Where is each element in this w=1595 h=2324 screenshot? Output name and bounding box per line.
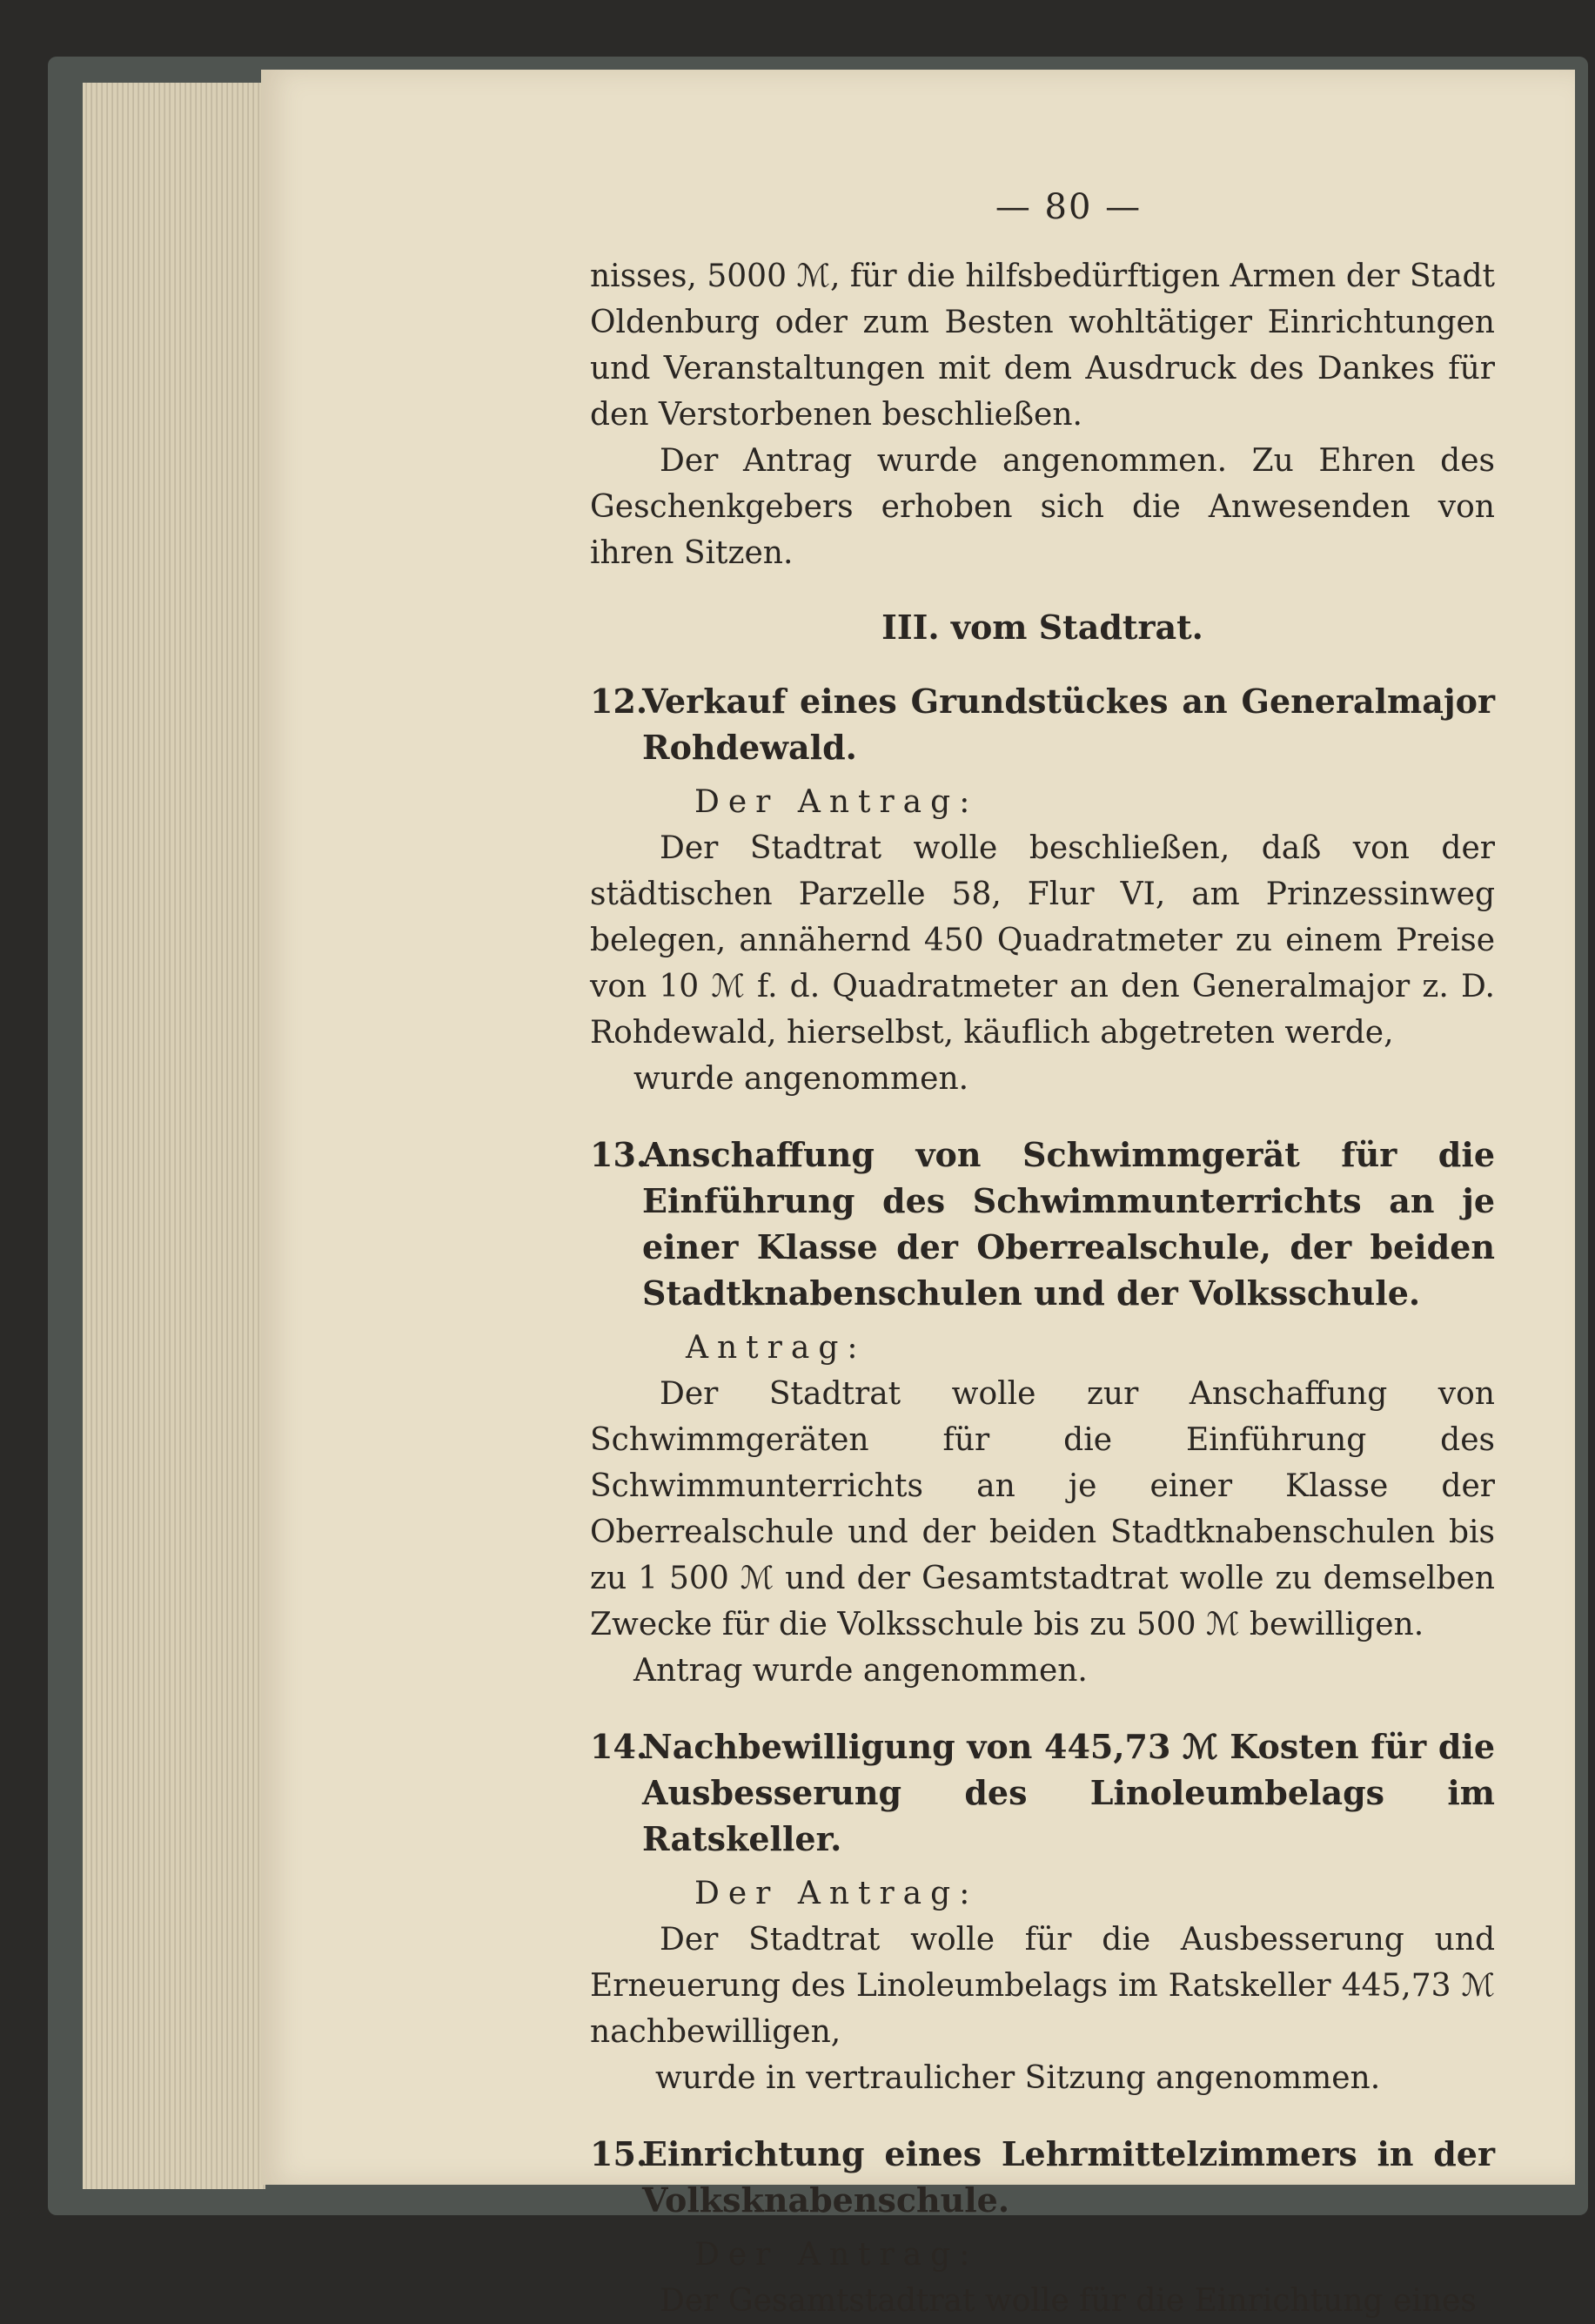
item-text: Der Stadtrat wolle beschließen, daß von der städtischen Parzelle 58, Flur VI, am Prinzessinweg belegen, annähernd 450 Quadratmeter zu einem Preise von 10 ℳ f. d. Quadratmeter an den Generalmajor z. D. Rohdewald, hierselbst, käuflich abgetreten werde,: [590, 830, 1495, 1051]
item-number: 15.: [590, 2134, 648, 2173]
item-text: Der Stadtrat wolle für die Ausbesserung und Erneuerung des Linoleumbelags im Ratskeller 445,73 ℳ nachbewilligen,: [590, 1922, 1495, 2050]
item-result: wurde in vertraulicher Sitzung angenommen.: [655, 2060, 1381, 2096]
item-number: 13.: [590, 1135, 648, 1174]
antrag-label: Der Antrag:: [694, 784, 979, 820]
antrag-label: Der Antrag:: [694, 1876, 979, 1911]
intro-paragraph: nisses, 5000 ℳ, für die hilfsbedürftigen Armen der Stadt Oldenburg oder zum Besten wohltätiger Einrichtungen und Veranstaltungen mit dem Ausdruck des Dankes für den Verstorbenen beschließen.: [590, 259, 1495, 433]
item-title: Nachbewilligung von 445,73 ℳ Kosten für die Ausbesserung des Linoleumbelags im Ratskeller.: [642, 1727, 1495, 1858]
section-heading: III. vom Stadtrat.: [881, 608, 1203, 647]
page-number: — 80 —: [995, 187, 1143, 227]
item-number: 12.: [590, 682, 648, 721]
agenda-item-13: [590, 1132, 1495, 1694]
agenda-item-14: [590, 1723, 1495, 2101]
agenda-item-12: [590, 678, 1495, 1102]
antrag-label: Antrag:: [686, 1330, 867, 1366]
antrag-label: Der Antrag:: [694, 2237, 979, 2273]
item-text: Der Gesamtstadtrat wolle für die Einrichtung eines: [660, 2283, 1477, 2319]
page-edges: [83, 83, 265, 2189]
item-title: Anschaffung von Schwimmgerät für die Einführung des Schwimmunterrichts an je einer Klasse der Oberrealschule, der beiden Stadtknabenschulen und der Volksschule.: [642, 1135, 1495, 1313]
page-content: [590, 187, 1495, 2324]
item-result: wurde angenommen.: [633, 1061, 969, 1097]
item-title: Verkauf eines Grundstückes an Generalmajor Rohdewald.: [642, 682, 1495, 767]
item-title: Einrichtung eines Lehrmittelzimmers in der Volksknabenschule.: [642, 2134, 1495, 2220]
item-number: 14.: [590, 1727, 648, 1766]
intro-result: Der Antrag wurde angenommen. Zu Ehren des Geschenkgebers erhoben sich die Anwesenden von ihren Sitzen.: [590, 443, 1495, 571]
item-result: Antrag wurde angenommen.: [633, 1653, 1088, 1689]
item-text: Der Stadtrat wolle zur Anschaffung von Schwimmgeräten für die Einführung des Schwimmunterrichts an je einer Klasse der Oberrealschule und der beiden Stadtknabenschulen bis zu 1 500 ℳ und der Gesamtstadtrat wolle zu demselben Zwecke für die Volksschule bis zu 500 ℳ bewilligen.: [590, 1376, 1495, 1642]
agenda-item-15: [590, 2131, 1495, 2324]
